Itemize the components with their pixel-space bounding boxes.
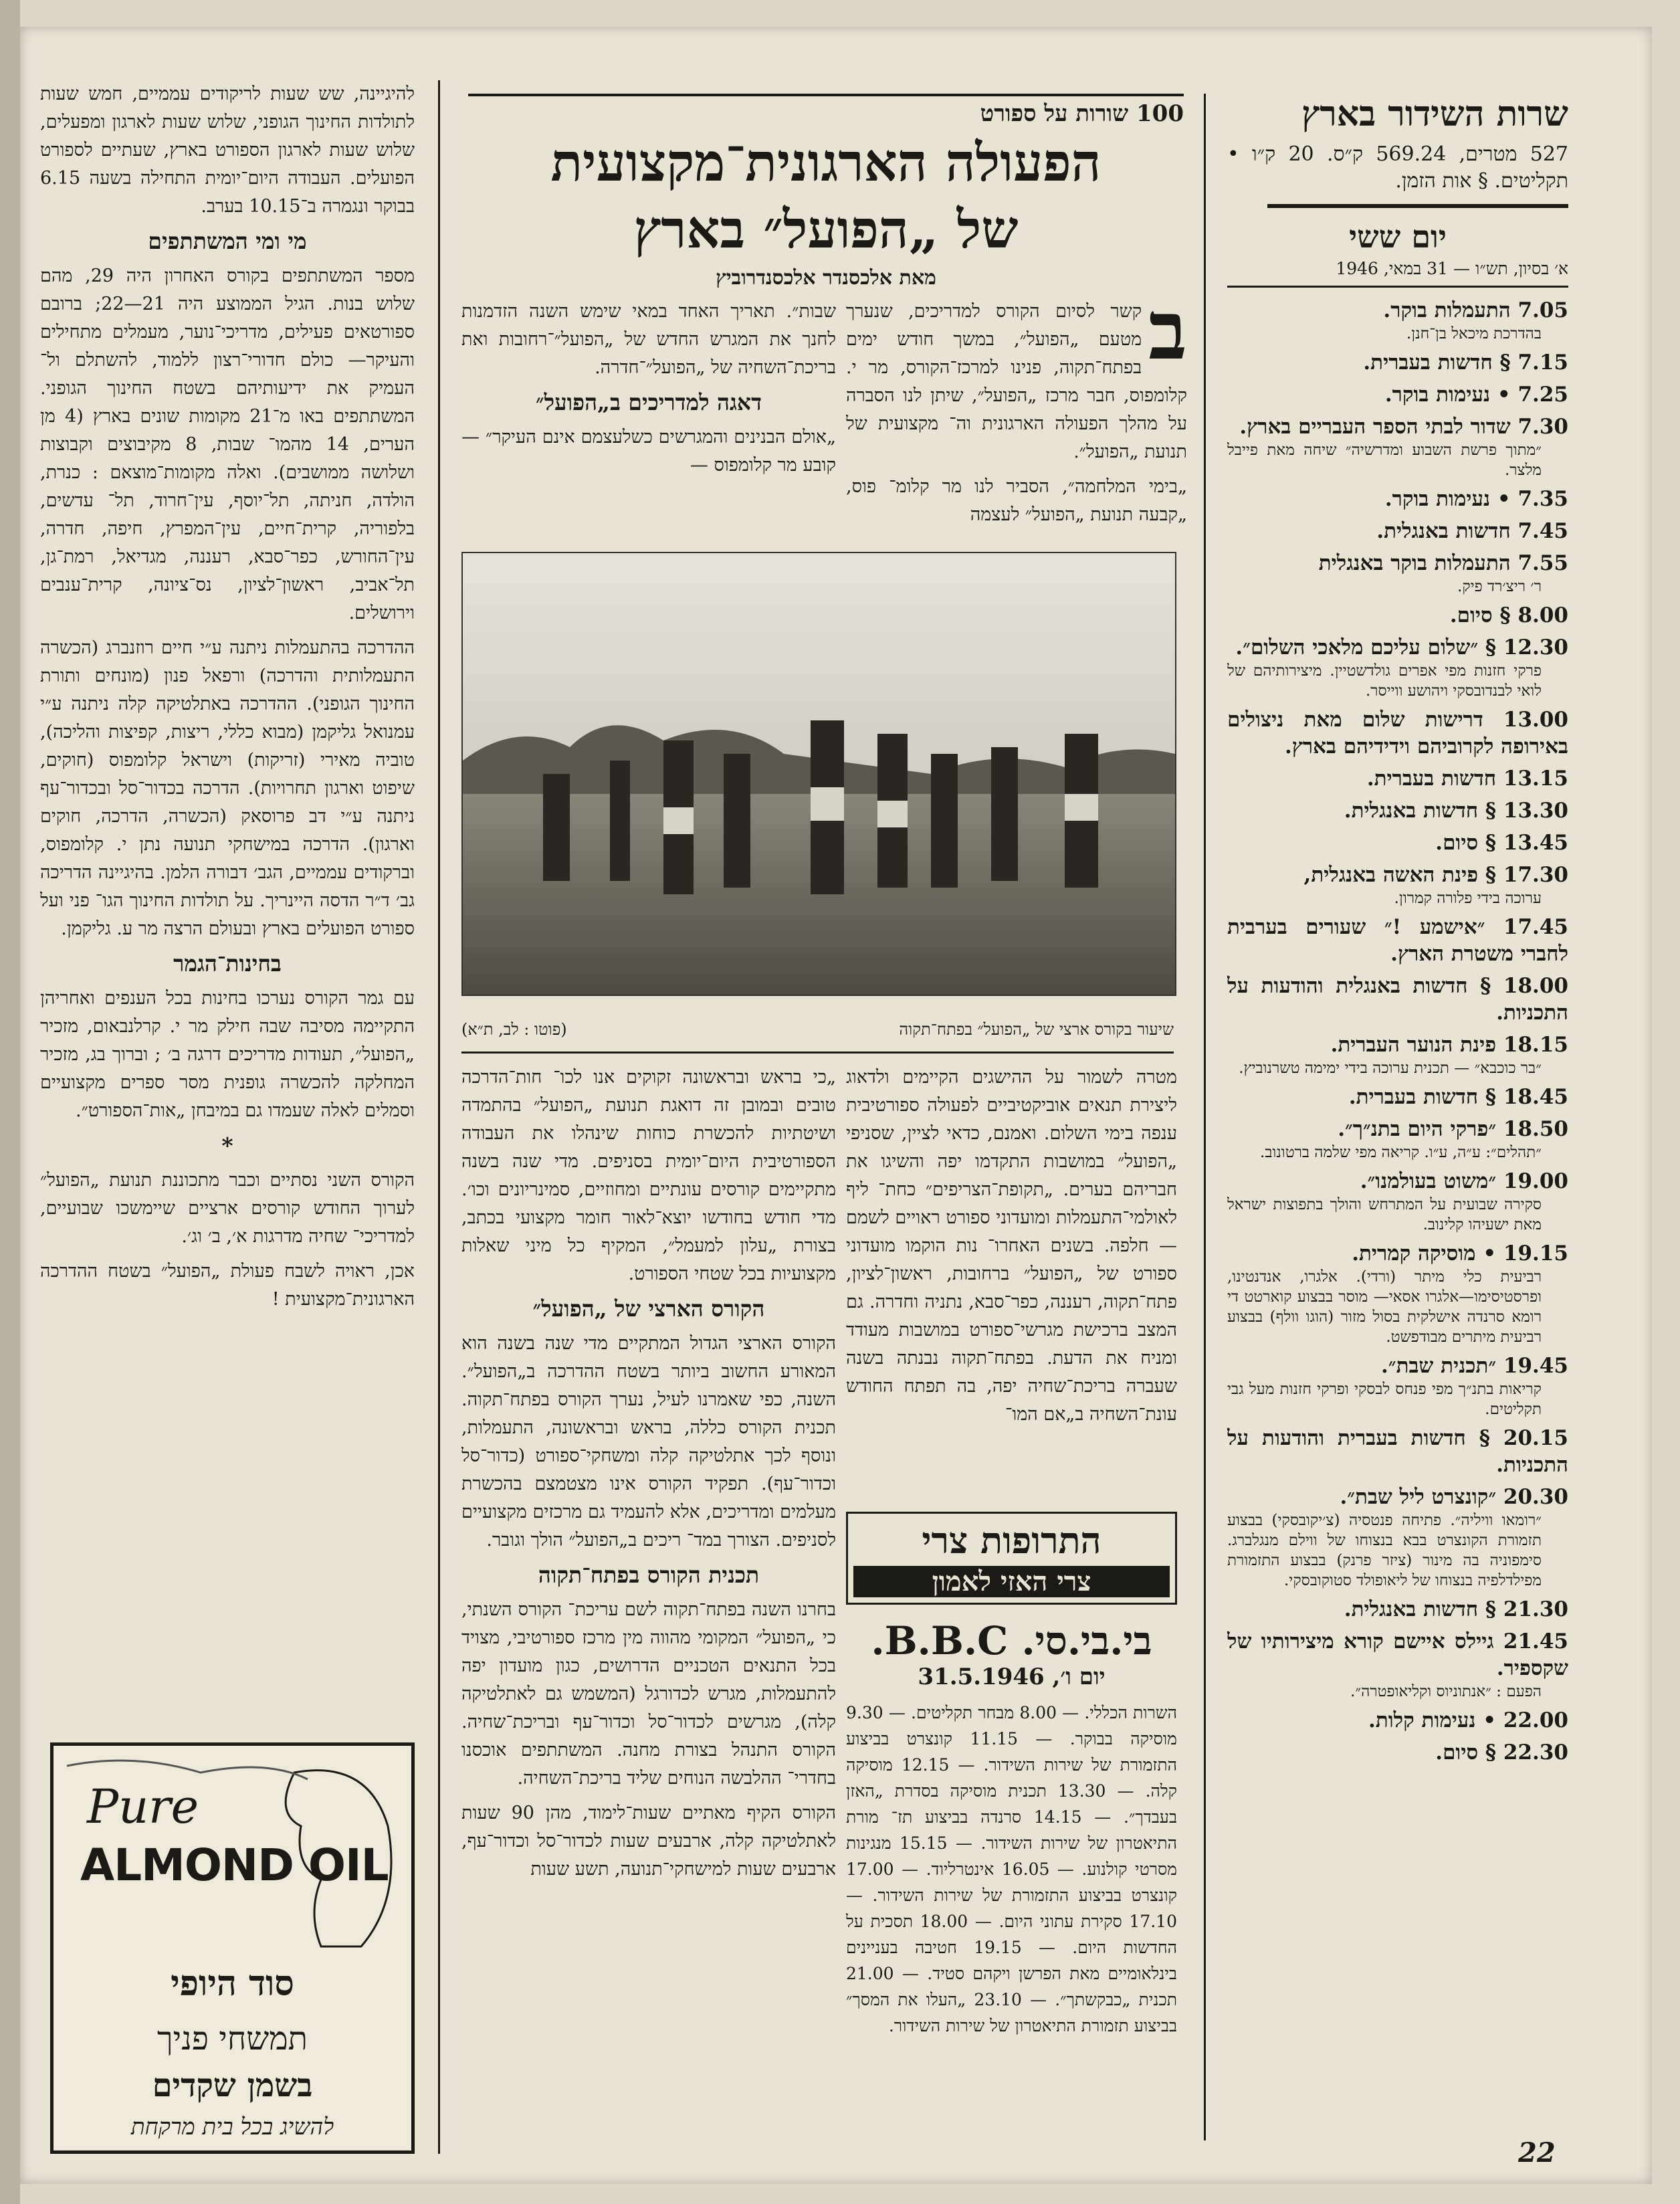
program-description: ״תהלים״: ע״ה, ע״ו. קריאה מפי שלמה ברטונוב. [1260, 1144, 1542, 1161]
program-item [1227, 1425, 1568, 1478]
program-item [1227, 486, 1568, 512]
program-time-title: 8.00 § סיום. [1449, 603, 1568, 627]
article-subheading: הקורס הארצי של „הפועל״ [532, 1296, 765, 1322]
article-paragraph: להיגיינה, שש שעות לריקודים עממיים, חמש שעות לתולדות החינוך הגופני, שלוש שעות לארגון ומפעלים, שלוש שעות לארגון הספורט בארץ, שעתיים לספורט הפועלים. העבודה היום־יומית התחילה בשעה 6.15 בבוקר ונגמרה ב־10.15 בערב. [40, 84, 415, 217]
program-item [1227, 413, 1568, 480]
banner-line2: צרי האזי לאמון [853, 1566, 1170, 1597]
program-item [1227, 297, 1568, 344]
program-time-title: 21.45 גיילס איישם קורא מיצירותיו של שקספיר. [1227, 1629, 1568, 1680]
program-item [1227, 634, 1568, 701]
program-description: קריאות בתנ״ך מפי פנחס לבסקי ופרקי חזנות מעל גבי תקליטים. [1227, 1381, 1542, 1418]
article-paragraph: „אולם הבנינים והמגרשים כשלעצמם אינם העיקר״ — קובע מר קלומפוס — [461, 427, 836, 476]
bbc-date: יום ו׳, 31.5.1946 [918, 1664, 1106, 1690]
program-description: רביעית כלי מיתר (ורדי). אלגרו, אנדנטינו, ופרסטיסימו—אלגרו אסאי— מוסר בבצוע קוארטט די רומא סרנדה אישלקית בסול מזור (הוגו וולף) בבצוע רביעית מיתרים מבודפשט. [1227, 1268, 1542, 1346]
program-time-title: 21.30 § חדשות באנגלית. [1344, 1597, 1568, 1621]
column-divider [1204, 94, 1206, 2140]
article-continuation-column [40, 80, 415, 1739]
program-item [1227, 973, 1568, 1026]
program-time-title: 7.35 • נעימות בוקר. [1384, 487, 1568, 511]
program-time-title: 22.30 § סיום. [1435, 1740, 1568, 1765]
program-item [1227, 518, 1568, 544]
program-description: ר׳ ריצ׳רד פיק. [1457, 578, 1542, 595]
article-column-bottom-right [846, 1064, 1177, 1505]
program-item [1227, 765, 1568, 792]
photo-caption-row [461, 1020, 1174, 1047]
divider [1267, 204, 1568, 208]
article-paragraph: „בימי המלחמה״, הסביר לנו מר קלומ־ פוס, „קבעה תנועת „הפועל״ לעצמה [846, 476, 1187, 525]
program-time-title: 12.30 § ״שלום עליכם מלאכי השלום״. [1235, 635, 1568, 660]
radio-title: שרות השידור בארץ [1301, 94, 1568, 134]
article-column-bottom-left [461, 1064, 836, 2154]
program-item [1227, 1484, 1568, 1591]
article-headline-line2: של „הפועל״ בארץ [633, 199, 1019, 260]
article-subheading: דאגה למדריכים ב„הפועל״ [536, 389, 762, 415]
article-kicker: 100 שורות על ספורט [468, 94, 1184, 127]
program-item [1227, 1031, 1568, 1078]
almond-oil-advert [50, 1742, 415, 2154]
column-divider [438, 80, 440, 2154]
program-time-title: 7.15 § חדשות בעברית. [1363, 350, 1568, 375]
program-item [1227, 1084, 1568, 1110]
program-description: ״רומאו וויליה״. פתיחה פנטסיה (צ׳יקובסקי) בבצוע תזמורת הקונצרט בבא בנצוחו של ווילם מנגלברג. סימפוניה בה מינור (ציזר פרנק) בבצוע התזמורת מפילדלפיה בנצוחו של ליאופולד סטוקובסקי. [1227, 1512, 1542, 1589]
program-description: פרקי חזנות מפי אפרים גולדשטיין. מיצירותיהם של לואי לבנדובסקי ויהושע ווייסר. [1227, 662, 1542, 700]
article-paragraph: הקורס השני נסתיים וכבר מתכוננת תנועת „הפועל״ לערוך החודש קורסים ארציים שיימשכו שבועיים, למדריכי־ שחיה מדרגות א׳, ב׳ וג׳. [40, 1170, 415, 1247]
advert-slogan: סוד היופי [171, 1963, 294, 2004]
page-number: 22 [1518, 2137, 1556, 2169]
article-paragraph: אכן, ראויה לשבח פעולת „הפועל״ בשטח ההדרכה הארגונית־מקצועית ! [40, 1261, 415, 1310]
article-paragraph: „כי בראש ובראשונה זקוקים אנו לכו־ חות־הדרכה טובים ובמובן זה דואגת תנועת „הפועל״ בהתמדה ושיטתיות להכשרת כוחות שינהלו את העבודה הספורטיבית היום־יומית בסניפים. מדי שנה בשנה מתקיימים קורסים עונתיים ומחוזיים, סמינריונים וכו׳. מדי חודש בחודשו יוצא־לאור חומר מקצועי בכתב, בצורת „עלון למעמל״, המקיף כל מיני שאלות מקצועיות בכל שטחי הספורט. [461, 1067, 836, 1284]
bbc-title: בי.בי.סי. B.B.C. [871, 1618, 1152, 1664]
program-time-title: 18.00 § חדשות באנגלית והודעות על התכניות. [1227, 974, 1568, 1025]
program-item [1227, 602, 1568, 629]
article-paragraph: מספר המשתתפים בקורס האחרון היה 29, מהם שלוש בנות. הגיל הממוצע היה 21—22; ברובם ספורטאים פעילים, מדריכי־נוער, מעמלים מתחילים והעיקר— כולם חדורי־רצון ללמוד, להשתלם ול־ העמיק את ידיעותיהם בשטח החינוך הגופני. המשתתפים באו מ־21 מקומות שונים בארץ (4 מן הערים, 14 מהמו־ שבות, 8 מקיבוצים וקבוצות ושלושה ממושבים). ואלה מקומות־מוצאם : כנרת, הולדה, חניתה, תל־יוסף, עין־חרוד, תל־ עדשים, בלפוריה, קרית־חיים, עין־המפרץ, חיפה, חדרה, עין־החורש, כפר־סבא, רעננה, מגדיאל, רמת־גן, תל־אביב, ראשון־לציון, נס־ציונה, קרית־ענבים וירושלים. [40, 266, 415, 623]
program-item [1227, 829, 1568, 856]
program-time-title: 7.25 • נעימות בוקר. [1384, 383, 1568, 407]
program-description: בהדרכת מיכאל בן־חנן. [1406, 325, 1542, 342]
program-time-title: 18.15 פינת הנוער העברית. [1330, 1033, 1568, 1057]
program-time-title: 7.05 התעמלות בוקר. [1383, 298, 1568, 322]
program-list [1227, 297, 1568, 1766]
binding-edge [0, 0, 20, 2204]
banner-line1: התרופות צרי [922, 1519, 1101, 1562]
program-item [1227, 1628, 1568, 1702]
article-paragraph: עם גמר הקורס נערכו בחינות בכל הענפים ואחריהן התקיימה מסיבה שבה חילק מר י. קרלנבאום, מזכיר „הפועל״, תעודות מדריכים דרגה ב׳ ; וברוך בג, מזכיר המחלקה להכשרה גופנית מסר ספרים מקצועיים וסמלים לאלה שעמדו גם במיבחן „אות־הספורט״. [40, 988, 415, 1121]
program-time-title: 18.45 § חדשות בעברית. [1348, 1085, 1568, 1109]
program-time-title: 7.55 התעמלות בוקר באנגלית [1318, 551, 1568, 575]
program-item [1227, 381, 1568, 408]
program-time-title: 20.30 ״קונצרט ליל שבת״. [1340, 1485, 1568, 1509]
article-paragraph: שבות״. תאריך האחד במאי שימש השנה הזדמנות לחנך את המגרש החדש של „הפועל״־רחובות ואת בריכת־השחיה של „הפועל״־חדרה. [461, 301, 836, 378]
program-time-title: 13.30 § חדשות באנגלית. [1344, 799, 1568, 823]
radio-schedule-column [1227, 94, 1568, 2127]
article-column-top-left [461, 298, 836, 552]
article-subheading: תכנית הקורס בפתח־תקוה [538, 1562, 760, 1588]
radio-date: א׳ בסיון, תש״ו — 31 במאי, 1946 [1227, 259, 1568, 288]
program-item [1227, 1739, 1568, 1766]
article-header [468, 94, 1184, 288]
program-time-title: 22.00 • נעימות קלות. [1368, 1708, 1568, 1732]
program-item [1227, 1168, 1568, 1235]
program-item [1227, 914, 1568, 967]
program-time-title: 17.30 § פינת האשה באנגלית, [1303, 863, 1568, 887]
program-time-title: 17.45 ״אישמע !״ שעורים בערבית לחברי משטרת הארץ. [1227, 915, 1568, 966]
program-time-title: 19.15 • מוסיקה קמרית. [1352, 1241, 1568, 1266]
program-time-title: 20.15 § חדשות בעברית והודעות על התכניות. [1227, 1426, 1568, 1477]
article-paragraph: הקורס הארצי הגדול המתקיים מדי שנה בשנה הוא המאורע החשוב ביותר בשטח ההדרכה ב„הפועל״. השנה, כפי שאמרנו לעיל, נערך הקורס בפתח־תקוה. תכנית הקורס כללה, בראש ובראשונה, התעמלות, ונוסף לכך אתלטיקה קלה ומשחקי־ספורט (כדור־סל וכדור־עף). תפקיד הקורס אינו מצטמצם בהכשרת מעלמים ומדריכים, אלא להעמיד גם מרכזים מקצועיים לסניפים. הצורך במד־ ריכים ב„הפועל״ הולך וגובר. [461, 1333, 836, 1550]
program-time-title: 19.45 ״תכנית שבת״. [1381, 1354, 1568, 1378]
photo-credit: (פוטו : לב, ת״א) [461, 1020, 567, 1039]
section-star: * [221, 1132, 233, 1159]
article-byline: מאת אלכסנדר אלכסנדרוביץ [716, 266, 936, 288]
article-paragraph: הקורס הקיף מאתיים שעות־לימוד, מהן 90 שעות לאתלטיקה קלה, ארבעים שעות לכדור־סל וכדור־עף, ארבעים שעות למישחקי־תנועה, תשע שעות [461, 1803, 836, 1880]
article-subheading: מי ומי המשתתפים [148, 228, 307, 254]
bbc-schedule [846, 1512, 1177, 2154]
program-item [1227, 1240, 1568, 1347]
program-description: סקירה שבועית על המתרחש והולך בתפוצות ישראל מאת ישעיהו קלינוב. [1227, 1196, 1542, 1233]
program-item [1227, 862, 1568, 908]
advert-banner [846, 1512, 1177, 1605]
program-item [1227, 1116, 1568, 1163]
bbc-body: השרות הכללי. — 8.00 מבחר תקליטים. — 9.30 מוסיקה בבוקר. — 11.15 קונצרט בביצוע התזמורת של שירות השידור. — 12.15 מוסיקה קלה. — 13.30 תכנית מוסיקה בסדרת „האזן בעבדך״. — 14.15 סרנדה בביצוע תז־ מורת התיאטרון של שירות השידור. — 15.15 מנגינות מסרטי קולנוע. — 16.05 אינטרליוד. — 17.00 קונצרט בביצוע התזמורת של שירות השידור. — 17.10 סקירת עתוני היום. — 18.00 תסכית על החדשות היום. — 19.15 חטיבה בעניינים בינלאומיים מאת הפרשן ויקהם סטיד. — 21.00 תכנית „כבקשתך״. — 23.10 „העלו את המסך״ בביצוע תזמורת התיאטרון של שירות השידור. [846, 1703, 1177, 2035]
advert-almond-oil: ALMOND OIL [80, 1839, 389, 1891]
photo-caption: שיעור בקורס ארצי של „הפועל״ בפתח־תקוה [899, 1020, 1174, 1039]
program-time-title: 19.00 ״משוט בעולמנו״. [1360, 1169, 1568, 1193]
article-photo [461, 552, 1176, 996]
program-description: ״בר כוכבא״ — תכנית ערוכה בידי ימימה טשרנוביץ. [1239, 1060, 1542, 1077]
divider [461, 1051, 1174, 1054]
program-time-title: 13.15 חדשות בעברית. [1366, 767, 1568, 791]
program-description: ״מתוך פרשת השבוע ומדרשיה״ שיחה מאת פייבל מלצר. [1227, 441, 1542, 479]
program-time-title: 7.45 חדשות באנגלית. [1376, 519, 1568, 543]
program-description: ערוכה בידי פלורה קמרון. [1394, 890, 1542, 907]
advert-line: תמשחי פניך [157, 2020, 308, 2058]
program-time-title: 13.00 דרישות שלום מאת ניצולים באירופה לקרוביהם וידידיהם בארץ. [1227, 708, 1568, 759]
article-paragraph: ההדרכה בהתעמלות ניתנה ע״י חיים רוזנברג (הכשרה התעמלותית והדרכה) ורפאל פנון (מונחים ותורת החינוך הגופני). ההדרכה באתלטיקה קלה ניתנה ע״י עמנואל גליקמן (מבוא כללי, ריצות, קפיצות והליכה), טוביה מאירי (זריקות) וישראל קלומפוס (חוקים, שיפוט וארגון תחרויות). הדרכה בכדור־סל ובכדור־עף ניתנה ע״י דב פרוסאק (הכשרה, הדרכה, חוקים וארגון). הדרכה במישחקי תנועה נתן י. קלומפוס, וברקודים עממיים, הגב׳ דבורה הלמן. בהיגיינה הדריכה גב׳ ד״ר הדסה היינריך. על תולדות החינוך הגו־ פני ועל ספורט הפועלים בארץ ובעולם הרצה מר ע. גליקמן. [40, 637, 415, 939]
program-item [1227, 797, 1568, 824]
program-item [1227, 706, 1568, 760]
advert-pure: Pure [87, 1779, 199, 1834]
radio-frequency-info: 527 מטרים, 569.24 ק״ס. 20 ק״ו • תקליטים. § אות הזמן. [1227, 142, 1568, 193]
drop-cap: ב [1148, 298, 1187, 378]
article-paragraph: בחרנו השנה בפתח־תקוה לשם עריכת־ הקורס השנתי, כי „הפועל״ המקומי מהווה מין מרכז ספורטיבי, מצויד בכל התנאים הטכניים הדרושים, כגון מועדון יפה להתעמלות, מגרש לכדורגל (המשמש גם לאתלטיקה קלה), מגרשים לכדור־סל וכדור־עף ובריכת־שחיה. הקורס התנהל בצורת מחנה. המשתתפים אוכסנו בחדרי־ ההלבשה הנוחים שליד בריכת־השחיה. [461, 1599, 836, 1789]
article-headline-line1: הפעולה הארגונית־מקצועית [550, 132, 1101, 193]
article-paragraph: קשר לסיום הקורס למדריכים, שנערך מטעם „הפועל״, במשך חודש ימים בפתח־תקוה, פנינו למרכז־הקורס, מר י. קלומפוס, חבר מרכז „הפועל״, שיתן לנו הסברה על מהלך הפעולה הארגונית וה־ מקצועית של תנועת „הפועל״. [846, 301, 1187, 462]
article-subheading: בחינות־הגמר [173, 950, 282, 977]
program-time-title: 7.30 שדור לבתי הספר העבריים בארץ. [1239, 415, 1568, 439]
program-item [1227, 1596, 1568, 1623]
article-paragraph: מטרה לשמור על ההישגים הקיימים ולדאוג ליצירת תנאים אוביקטיביים לפעולה ספורטיבית ענפה בימי השלום. ואמנם, כדאי לציין, שסניפי „הפועל״ במושבות התקדמו יפה והשיגו את חבריהם בערים. „תקופת־הצריפים״ כחת־ ליף לאולמי־התעמלות ומועדוני ספורט ראויים לשמם — חלפה. בשנים האחרו־ נות הוקמו מועדוני ספורט של „הפועל״ ברחובות, ראשון־לציון, פתח־תקוה, רעננה, כפר־סבא, נתניה וחדרה. גם המצב ברכישת מגרשי־ספורט במושבות מעודד ומניח את הדעת. בפתח־תקוה נבנתה בשנה שעברה בריכת־שחיה יפה, בה תפתח החודש עונת־השחיה ב„אם המו־ [846, 1067, 1177, 1425]
advert-line: בשמן שקדים [152, 2067, 313, 2104]
radio-day: יום ששי [1349, 219, 1447, 255]
advert-availability: להשיג בכל בית מרקחת [130, 2114, 334, 2140]
program-item [1227, 1707, 1568, 1734]
program-item [1227, 550, 1568, 597]
program-description: הפעם : ״אנתוניוס וקליאופטרה״. [1350, 1683, 1542, 1700]
program-item [1227, 349, 1568, 376]
gymnastics-photo-illustration [463, 553, 1175, 995]
program-time-title: 18.50 ״פרקי היום בתנ״ך״. [1338, 1117, 1568, 1141]
article-column-top-right [846, 298, 1187, 552]
program-item [1227, 1353, 1568, 1419]
program-time-title: 13.45 § סיום. [1435, 831, 1568, 855]
